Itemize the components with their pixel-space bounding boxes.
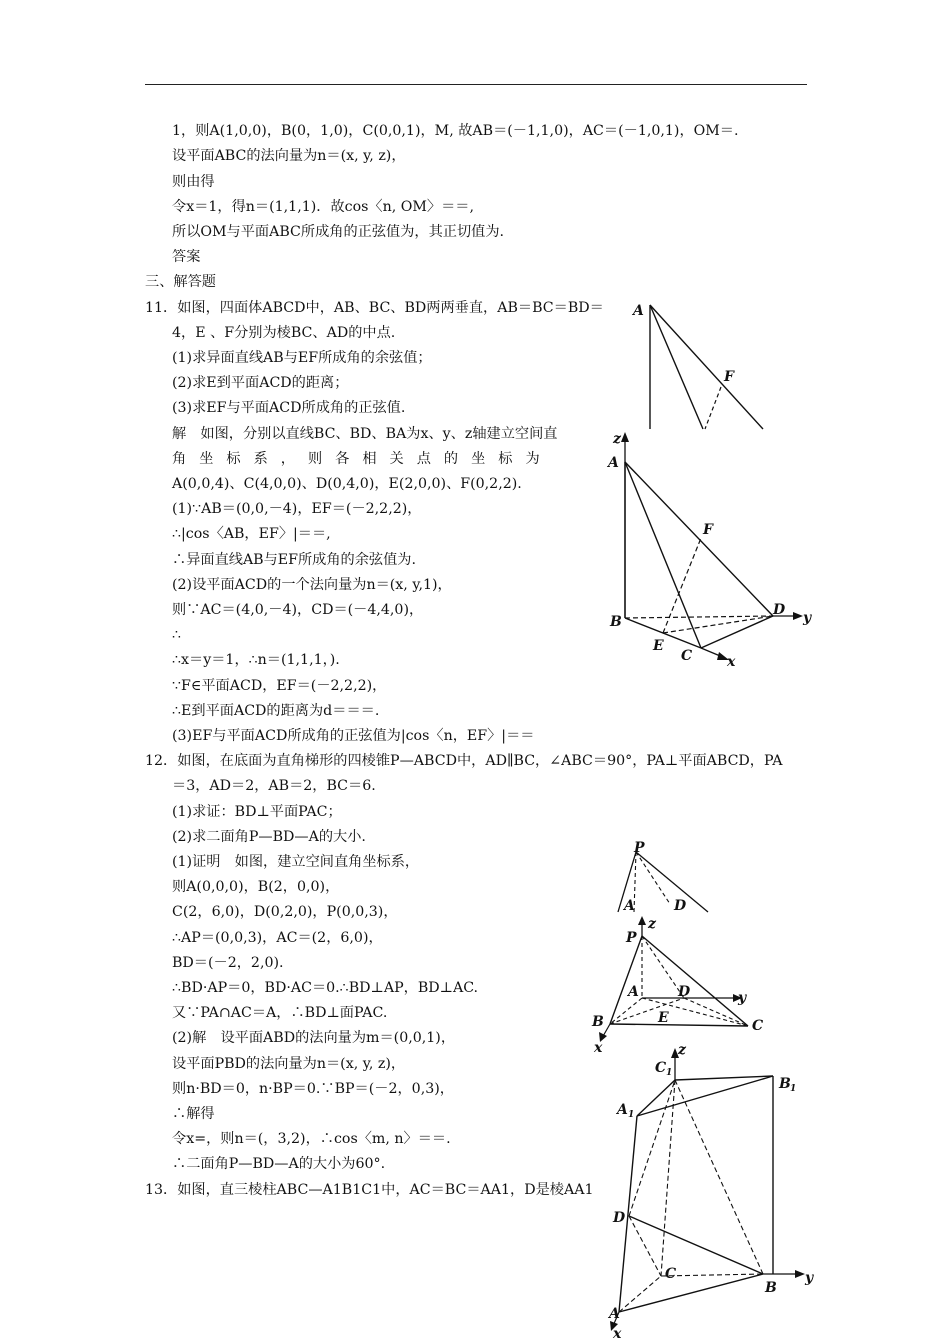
text-line: ∴二面角P—BD—A的大小为60°. [172,1156,386,1172]
point-label: D [773,602,786,618]
point-label: P [634,840,645,856]
prism-figure [605,1040,830,1340]
text-line: BD＝(－2，2,0). [172,955,284,971]
text-line: 角坐标系，则各相关点的坐标为 [172,451,553,467]
point-subscript: 1 [666,1068,673,1078]
point-label: E [653,638,664,654]
axis-label: z [613,431,621,447]
point-label: A [624,898,635,914]
point-label: A [617,1102,628,1118]
problem-12-title: 12．如图，在底面为直角梯形的四棱锥P—ABCD中，AD∥BC，∠ABC＝90°，PA⊥平面ABCD，PA [145,753,783,769]
tetrahedron-figure-partial [625,295,775,435]
point-label: B [610,614,622,630]
text-line: A(0,0,4)、C(4,0,0)、D(0,4,0)，E(2,0,0)、F(0,2,2). [172,476,522,492]
problem-13-title: 13．如图，直三棱柱ABC—A1B1C1中，AC＝BC＝AA1，D是棱AA1 [145,1182,594,1198]
axis-label: x [594,1040,603,1052]
point-label: P [626,930,637,946]
point-label: F [724,369,734,385]
text-line: 则由得 [172,174,215,190]
point-label: B [779,1076,791,1092]
text-line: 4，E 、F分别为棱BC、AD的中点. [172,325,396,341]
axis-label: y [738,990,747,1006]
text-line: 解 如图，分别以直线BC、BD、BA为x、y、z轴建立空间直 [172,426,558,442]
point-label: A [633,303,644,319]
pyramid-figure-partial [608,838,718,916]
text-line: (1)证明 如图，建立空间直角坐标系， [172,854,420,870]
text-line: ∵F∈平面ACD，EF＝(－2,2,2)， [172,678,387,694]
text-line: 设平面ABC的法向量为n＝(x, y, z)， [172,148,406,164]
text-line: (1)∵AB＝(0,0,－4)，EF＝(－2,2,2)， [172,501,422,517]
point-label: E [658,1010,669,1026]
text-line: ∴异面直线AB与EF所成角的余弦值为. [172,552,417,568]
text-line: (3)EF与平面ACD所成角的正弦值为|cos〈n，EF〉|＝＝ [172,728,535,744]
text-line: (2)设平面ACD的一个法向量为n＝(x, y,1)， [172,577,452,593]
text-line: (3)求EF与平面ACD所成角的正弦值. [172,400,406,416]
text-line: ＝3，AD＝2，AB＝2，BC＝6. [172,778,376,794]
point-label: A [608,455,619,471]
point-label: A [628,984,639,1000]
point-subscript: 1 [790,1084,797,1094]
axis-label: x [727,654,736,670]
point-label: D [613,1210,626,1226]
text-line: 设平面PBD的法向量为n＝(x, y, z)， [172,1056,406,1072]
text-line: (2)求E到平面ACD的距离； [172,375,349,391]
axis-label: z [678,1042,686,1058]
text-line: 令x=，则n＝(，3,2)，∴cos〈m, n〉＝＝. [172,1131,451,1147]
text-line: 令x＝1，得n＝(1,1,1)．故cos〈n, OM〉＝＝, [172,199,474,215]
point-label: B [592,1014,604,1030]
point-label: D [678,984,691,1000]
axis-label: z [648,916,656,932]
text-line: 1，则A(1,0,0)，B(0，1,0)，C(0,0,1)，M, 故AB＝(－1,1,0)，AC＝(－1,0,1)，OM＝. [172,123,739,139]
section-heading: 三、解答题 [145,274,216,290]
tetrahedron-axes-figure [605,430,825,670]
text-line: ∴|cos〈AB，EF〉|＝＝, [172,526,331,542]
text-line: ∴解得 [172,1106,215,1122]
axis-label: y [805,1270,814,1286]
text-line: (2)求二面角P—BD—A的大小. [172,829,366,845]
text-line: ∴BD·AP＝0，BD·AC＝0.∴BD⊥AP，BD⊥AC. [172,980,479,996]
text-line: C(2，6,0)，D(0,2,0)，P(0,0,3)， [172,904,398,920]
point-label: C [655,1060,667,1076]
text-line: ∴AP＝(0,0,3)，AC＝(2，6,0)， [172,930,383,946]
text-line: (1)求异面直线AB与EF所成角的余弦值； [172,350,432,366]
problem-11-title: 11．如图，四面体ABCD中，AB、BC、BD两两垂直，AB＝BC＝BD＝ [145,300,604,316]
point-label: F [703,522,713,538]
text-line: ∴E到平面ACD的距离为d＝＝＝. [172,703,380,719]
point-label: D [674,898,687,914]
text-line: 答案 [172,249,201,265]
point-label: C [665,1266,677,1282]
text-line: ∴ [172,627,182,643]
point-label: C [681,648,693,664]
axis-label: x [613,1326,622,1340]
point-label: A [609,1306,620,1322]
point-label: C [752,1018,764,1034]
text-line: 则n·BD＝0，n·BP＝0.∵BP＝(－2，0,3)， [172,1081,454,1097]
text-line: 又∵PA∩AC＝A，∴BD⊥面PAC. [172,1005,388,1021]
point-subscript: 1 [628,1110,635,1120]
header-rule [145,84,807,85]
point-label: B [765,1280,777,1296]
text-line: 则∵AC＝(4,0,－4)，CD＝(－4,4,0)， [172,602,424,618]
pyramid-axes-figure [588,912,778,1052]
text-line: ∴x＝y＝1，∴n＝(1,1,1，). [172,652,340,668]
text-line: 则A(0,0,0)，B(2，0,0)， [172,879,340,895]
text-line: (2)解 设平面ABD的法向量为m＝(0,0,1)， [172,1030,456,1046]
text-line: (1)求证：BD⊥平面PAC； [172,804,342,820]
axis-label: y [803,610,812,626]
text-line: 所以OM与平面ABC所成角的正弦值为，其正切值为. [172,224,505,240]
